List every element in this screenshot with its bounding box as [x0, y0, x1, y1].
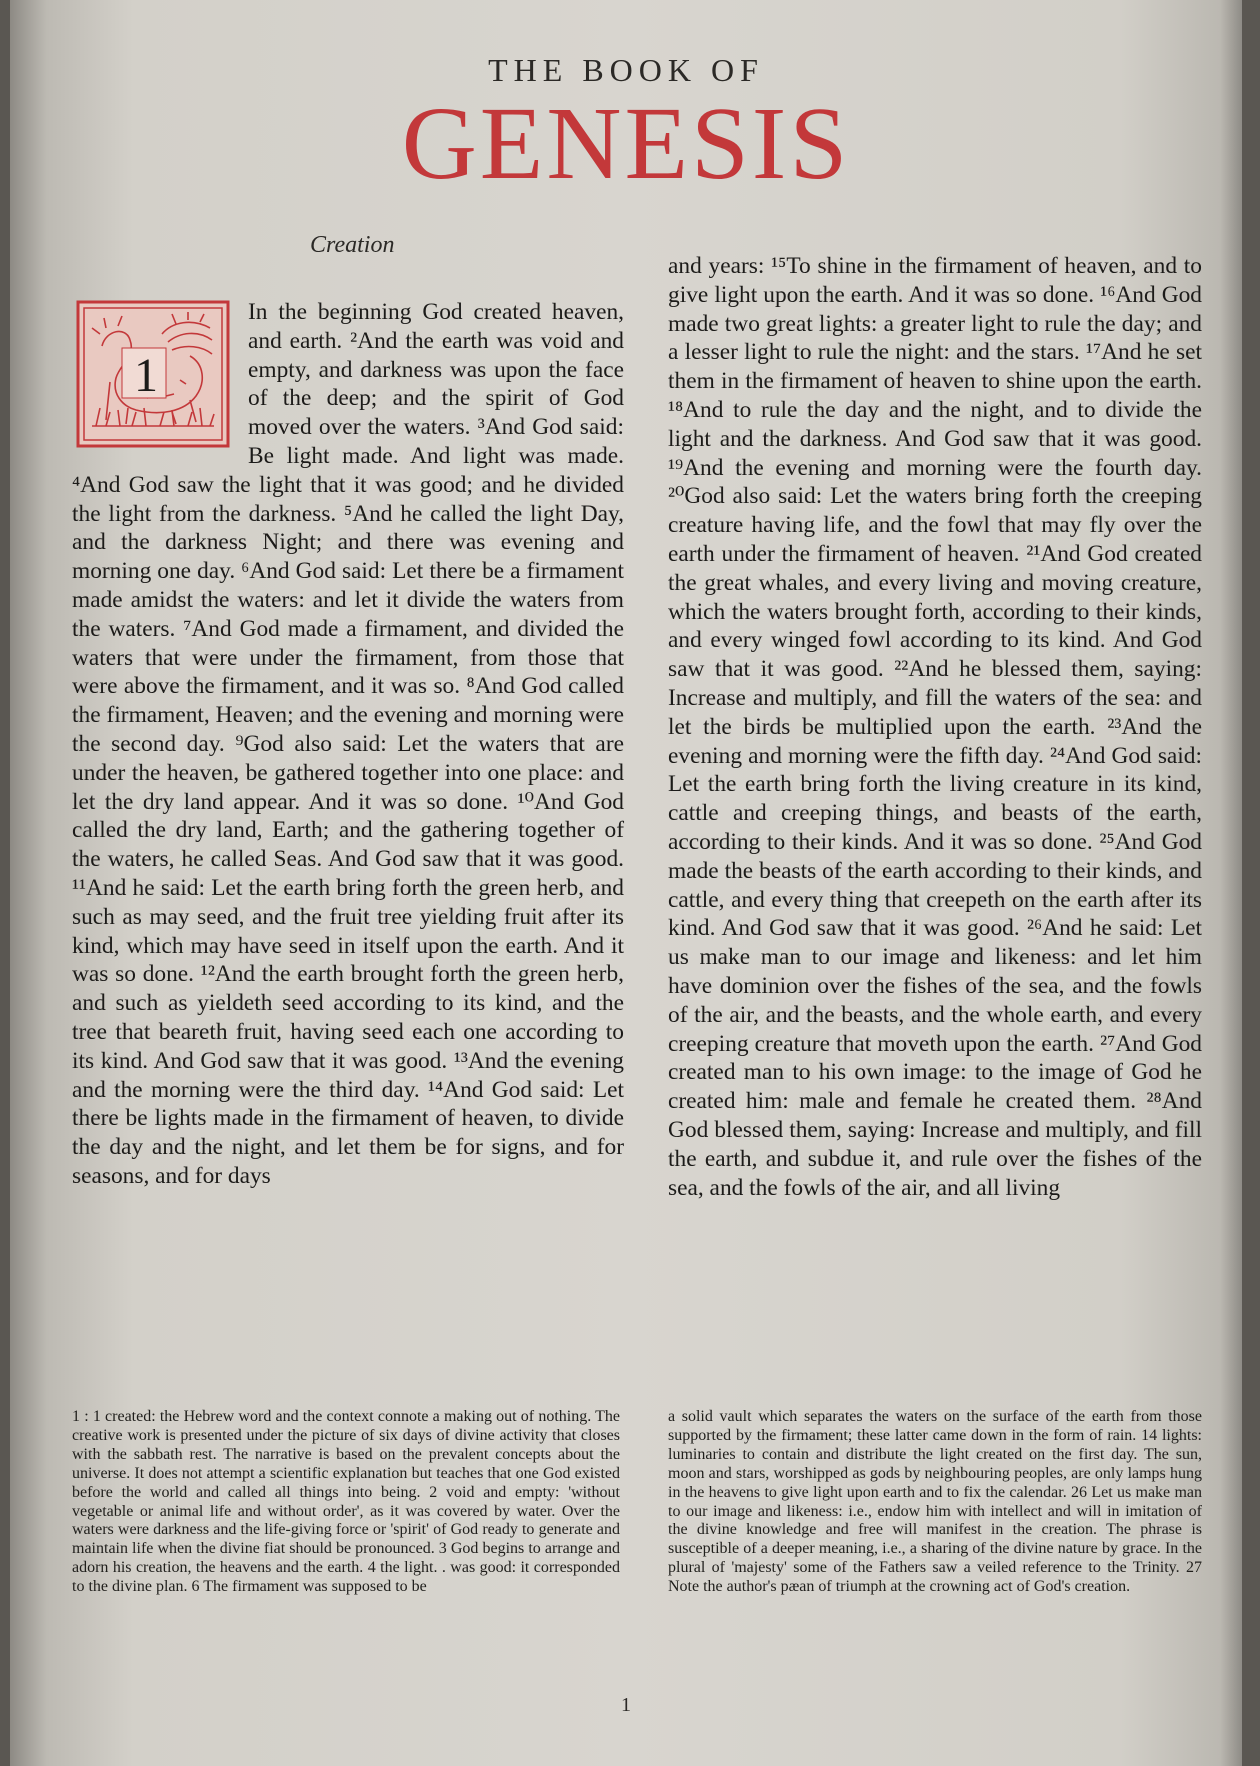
- page-number: 1: [621, 1694, 631, 1716]
- section-heading: Creation: [310, 232, 395, 258]
- decorated-initial: [76, 300, 230, 448]
- chapter-number: 1: [134, 349, 158, 402]
- running-head: THE BOOK OF: [488, 52, 764, 88]
- genesis-text-left: In the beginning God created heaven, and earth. ²And the earth was void and empty, and darkness was upon the face of the deep; and the spirit of God moved over the waters. ³And God said: Be light made. And light was made. ⁴And God saw the light that it was good; and he divided the light from the darkness. ⁵And he called the light Day, and the darkness Night; and there was evening and morning one day. ⁶And God said: Let there be a firmament made amidst the waters: and let it divide the waters from the waters. ⁷And God made a firmament, and divided the waters that were under the firmament, from those that were above the firmament, and it was so. ⁸And God called the firmament, Heaven; and the evening and morning were the second day. ⁹God also said: Let the waters that are under the heaven, be gathered together into one place: and let the dry land appear. And it was so done. ¹⁰And God called the dry land, Earth; and the gathering together of the waters, he called Seas. And God saw that it was good. ¹¹And he said: Let the earth bring forth the green herb, and such as may seed, and the fruit tree yielding fruit after its kind, which may have seed in itself upon the earth. And it was so done. ¹²And the earth brought forth the green herb, and such as yieldeth seed according to its kind, and the tree that beareth fruit, having seed each one according to its kind. And God saw that it was good. ¹³And the evening and the morning were the third day. ¹⁴And God said: Let there be lights made in the firmament of heaven, to divide the day and the night, and let them be for signs, and for seasons, and for days: [72, 299, 624, 1189]
- footnotes-left: [72, 1408, 620, 1597]
- footnotes-right: [668, 1408, 1202, 1597]
- footnote-text-left: 1 : 1 created: the Hebrew word and the context connote a making out of nothing. The creative work is presented under the picture of six days of divine activity that closes with the sabbath rest. The narrative is based on the prevalent concepts about the universe. It does not attempt a scientific explanation but teaches that one God existed before the world and called all things into being. 2 void and empty: 'without vegetable or animal life and without order', as it was covered by water. Over the waters were darkness and the life-giving force or 'spirit' of God ready to generate and maintain life when the divine fiat should be pronounced. 3 God begins to arrange and adorn his creation, the heavens and the earth. 4 the light. . was good: it corresponded to the divine plan. 6 The firmament was supposed to be: [72, 1408, 620, 1596]
- page-edge-shadow: [1220, 0, 1242, 1766]
- footnote-text-right: a solid vault which separates the waters on the surface of the earth from those supported by the firmament; these latter came down in the form of rain. 14 lights: luminaries to contain and distribute the light created on the first day. The sun, moon and stars, worshipped as gods by neighbouring peoples, are only lamps hung in the heavens to give light upon earth and to fix the calendar. 26 Let us make man to our image and likeness: i.e., endow him with intellect and will in imitation of the divine knowledge and free will manifest in the creation. The phrase is susceptible of a deeper meaning, i.e., a sharing of the divine nature by grace. In the plural of 'majesty' some of the Fathers saw a veiled reference to the Trinity. 27 Note the author's pæan of triumph at the crowning act of God's creation.: [668, 1408, 1202, 1596]
- text-column-left: [72, 298, 624, 1191]
- genesis-text-right: and years: ¹⁵To shine in the firmament of heaven, and to give light upon the earth. And it was so done. ¹⁶And God made two great lights: a greater light to rule the day; and a lesser light to rule the night: and the stars. ¹⁷And he set them in the firmament of heaven to shine upon the earth. ¹⁸And to rule the day and the night, and to divide the light and the darkness. And God saw that it was good. ¹⁹And the evening and morning were the fourth day. ²⁰God also said: Let the waters bring forth the creeping creature having life, and the fowl that may fly over the earth under the firmament of heaven. ²¹And God created the great whales, and every living and moving creature, which the waters brought forth, according to their kinds, and every winged fowl according to its kind. And God saw that it was good. ²²And he blessed them, saying: Increase and multiply, and fill the waters of the sea: and let the birds be multiplied upon the earth. ²³And the evening and morning were the fifth day. ²⁴And God said: Let the earth bring forth the living creature in its kind, cattle and creeping things, and beasts of the earth, according to their kinds. And it was so done. ²⁵And God made the beasts of the earth according to their kinds, and cattle, and every thing that creepeth on the earth after its kind. And God saw that it was good. ²⁶And he said: Let us make man to our image and likeness: and let him have dominion over the fishes of the sea, and the fowls of the air, and the beasts, and the whole earth, and every creeping creature that moveth upon the earth. ²⁷And God created man to his own image: to the image of God he created him: male and female he created them. ²⁸And God blessed them, saying: Increase and multiply, and fill the earth, and subdue it, and rule over the fishes of the sea, and the fowls of the air, and all living: [668, 253, 1202, 1201]
- text-column-right: [668, 252, 1202, 1202]
- book-page: [10, 0, 1242, 1766]
- book-title: GENESIS: [401, 86, 851, 201]
